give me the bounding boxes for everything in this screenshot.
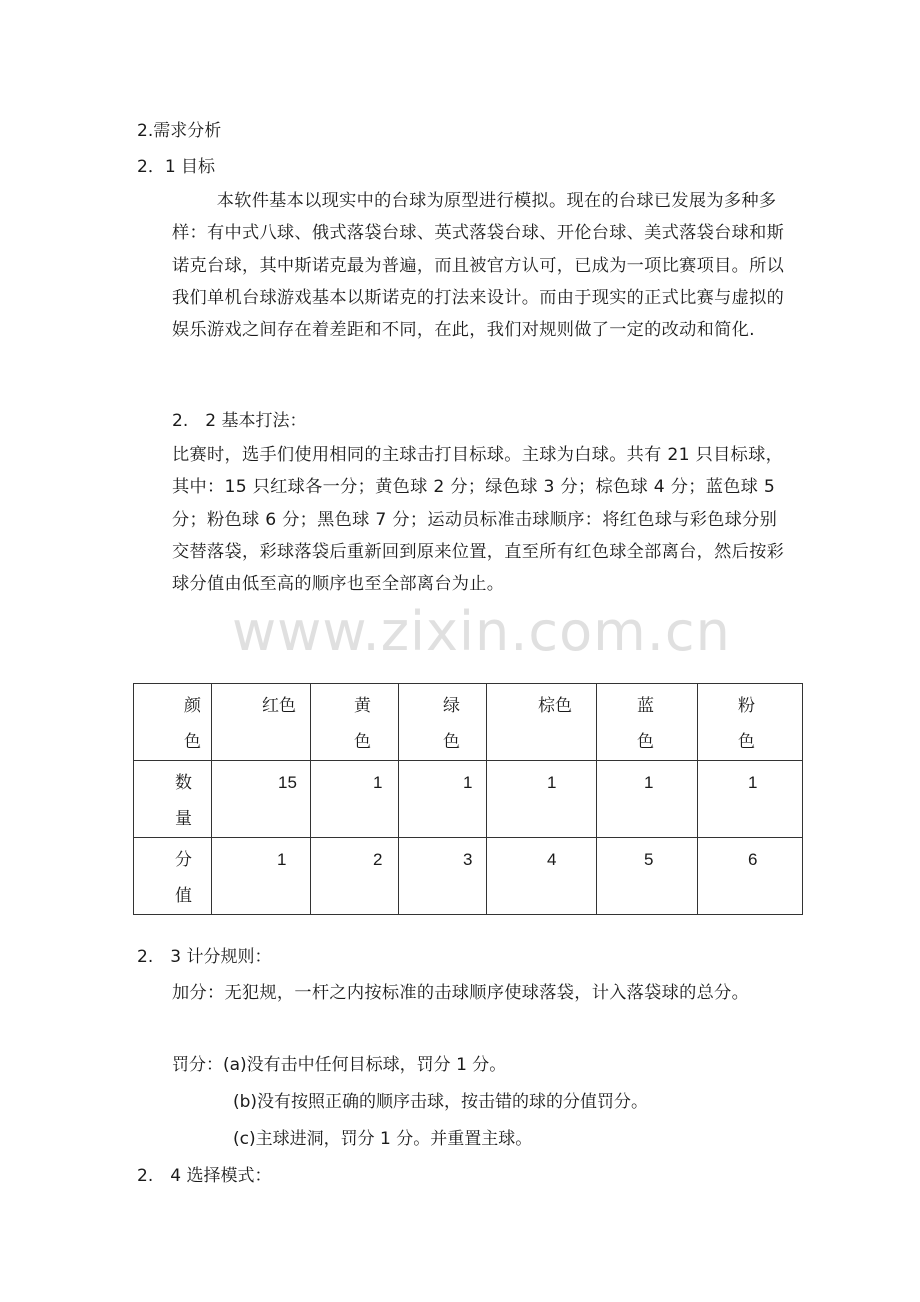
cell-count-brown: 1 bbox=[487, 761, 597, 838]
section-2-4-title: 2. 4 选择模式： bbox=[137, 1166, 272, 1186]
section-2-3-penalty-c: (c)主球进洞，罚分 1 分。并重置主球。 bbox=[233, 1129, 533, 1149]
cell-color-blue: 蓝色 bbox=[637, 696, 654, 752]
cell-color-pink: 粉色 bbox=[738, 696, 755, 752]
section-2-3-penalty-a: 罚分：(a)没有击中任何目标球，罚分 1 分。 bbox=[172, 1055, 507, 1075]
section-2-1-body: 本软件基本以现实中的台球为原型进行模拟。现在的台球已发展为多种多样：有中式八球、俄式落袋台球、英式落袋台球、开伦台球、美式落袋台球和斯诺克台球，其中斯诺克最为普遍，而且被官方认可，已成为一项比赛项目。所以我们单机台球游戏基本以斯诺克的打法来设计。而由于现实的正式比赛与虚拟的娱乐游戏之间存在着差距和不同，在此，我们对规则做了一定的改动和简化. bbox=[172, 191, 785, 341]
table-row-color bbox=[134, 684, 803, 761]
cell-score-brown: 4 bbox=[487, 838, 597, 915]
cell-count-red: 15 bbox=[212, 761, 311, 838]
cell-count-blue: 1 bbox=[597, 761, 698, 838]
row-header-count: 数量 bbox=[175, 773, 192, 829]
section-2-1-title: 2．1 目标 bbox=[137, 157, 216, 177]
cell-color-yellow: 黄色 bbox=[354, 696, 371, 752]
section-2-2-title: 2. 2 基本打法： bbox=[172, 411, 307, 431]
section-2-3-add: 加分：无犯规，一杆之内按标准的击球顺序使球落袋，计入落袋球的总分。 bbox=[172, 983, 750, 1003]
section-2-title: 2.需求分析 bbox=[137, 121, 222, 141]
watermark: www.zixin.com.cn bbox=[232, 600, 731, 663]
cell-score-green: 3 bbox=[399, 838, 487, 915]
section-2-3-penalty-b: (b)没有按照正确的顺序击球，按击错的球的分值罚分。 bbox=[233, 1092, 649, 1112]
cell-score-red: 1 bbox=[212, 838, 311, 915]
section-2-2-body: 比赛时，选手们使用相同的主球击打目标球。主球为白球。共有 21 只目标球，其中：15 只红球各一分；黄色球 2 分；绿色球 3 分；棕色球 4 分；蓝色球 5 分；粉色球 6 分；黑色球 7 分；运动员标准击球顺序：将红色球与彩色球分别交替落袋，彩球落袋后重新回到原来位置，直至所有红色球全部离台，然后按彩球分值由低至高的顺序也至全部离台为止。 bbox=[172, 445, 785, 595]
cell-count-yellow: 1 bbox=[311, 761, 399, 838]
table-row-score bbox=[134, 838, 803, 915]
cell-count-pink: 1 bbox=[698, 761, 803, 838]
cell-score-blue: 5 bbox=[597, 838, 698, 915]
cell-count-green: 1 bbox=[399, 761, 487, 838]
section-2-3-title: 2. 3 计分规则： bbox=[137, 947, 272, 967]
row-header-color: 颜色 bbox=[184, 696, 201, 752]
cell-score-yellow: 2 bbox=[311, 838, 399, 915]
ball-score-table bbox=[133, 683, 803, 915]
table-row-count bbox=[134, 761, 803, 838]
cell-color-brown: 棕色 bbox=[538, 696, 572, 716]
cell-color-red: 红色 bbox=[262, 696, 296, 716]
cell-color-green: 绿色 bbox=[443, 696, 460, 752]
cell-score-pink: 6 bbox=[698, 838, 803, 915]
row-header-score: 分值 bbox=[175, 850, 192, 906]
